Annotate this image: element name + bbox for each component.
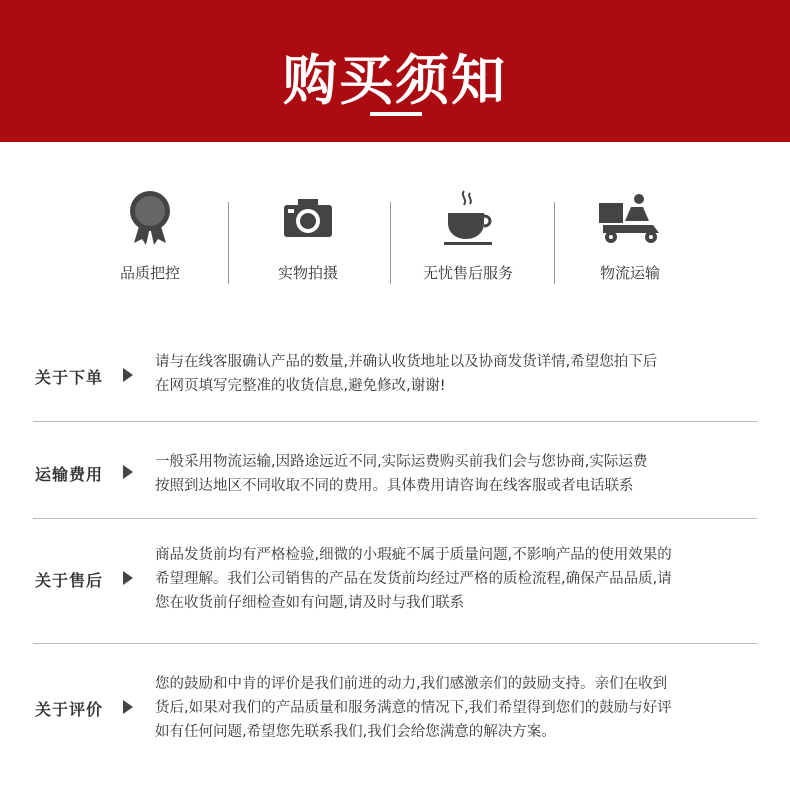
feature-photo [233,178,383,283]
feature-aftersale [393,178,543,283]
delivery-scooter-icon [595,178,665,256]
section-title: 运输费用 [35,465,104,484]
text-line: 希望理解。我们公司销售的产品在发货前均经过严格的质检流程,确保产品品质,请 [155,571,672,587]
arrow-right-icon [123,700,133,714]
feature-label: 实物拍摄 [277,264,338,282]
divider [33,643,757,644]
text-line: 如有任何问题,希望您先联系我们,我们会给您满意的解决方案。 [155,724,556,740]
text-line: 货后,如果对我们的产品质量和服务满意的情况下,我们希望得到您们的鼓励与好评 [155,700,672,716]
coffee-cup-icon [438,178,498,256]
section-title: 关于评价 [35,700,104,719]
feature-label: 品质把控 [119,264,180,282]
feature-label: 物流运输 [599,264,660,282]
text-line: 您的鼓励和中肯的评价是我们前进的动力,我们感激亲们的鼓励支持。亲们在收到 [155,676,668,692]
divider [228,202,229,284]
camera-icon [278,178,338,256]
divider [33,421,757,422]
divider [33,518,757,519]
arrow-right-icon [123,571,133,585]
text-line: 在网页填写完整准的收货信息,避免修改,谢谢! [155,378,446,394]
text-line: 您在收货前仔细检查如有问题,请及时与我们联系 [155,595,465,611]
text-line: 一般采用物流运输,因路途远近不同,实际运费购买前我们会与您协商,实际运费 [155,454,648,470]
award-ribbon-icon [120,178,180,256]
arrow-right-icon [123,368,133,382]
section-body [155,350,657,398]
text-line: 商品发货前均有严格检验,细微的小瑕疵不属于质量问题,不影响产品的使用效果的 [155,547,672,563]
arrow-right-icon [123,465,133,479]
feature-logistics [555,178,705,283]
title-underline [370,112,422,116]
header-banner [0,0,790,142]
feature-label: 无忧售后服务 [422,264,513,282]
feature-quality [75,178,225,283]
section-title: 关于售后 [35,571,104,590]
section-title: 关于下单 [35,368,104,387]
section-body [155,450,647,498]
text-line: 请与在线客服确认产品的数量,并确认收货地址以及协商发货详情,希望您拍下后 [155,354,658,370]
divider [390,202,391,284]
section-body [155,543,672,615]
page-title: 购买须知 [283,49,507,112]
section-body [155,672,672,744]
text-line: 按照到达地区不同收取不同的费用。具体费用请咨询在线客服或者电话联系 [155,478,634,494]
